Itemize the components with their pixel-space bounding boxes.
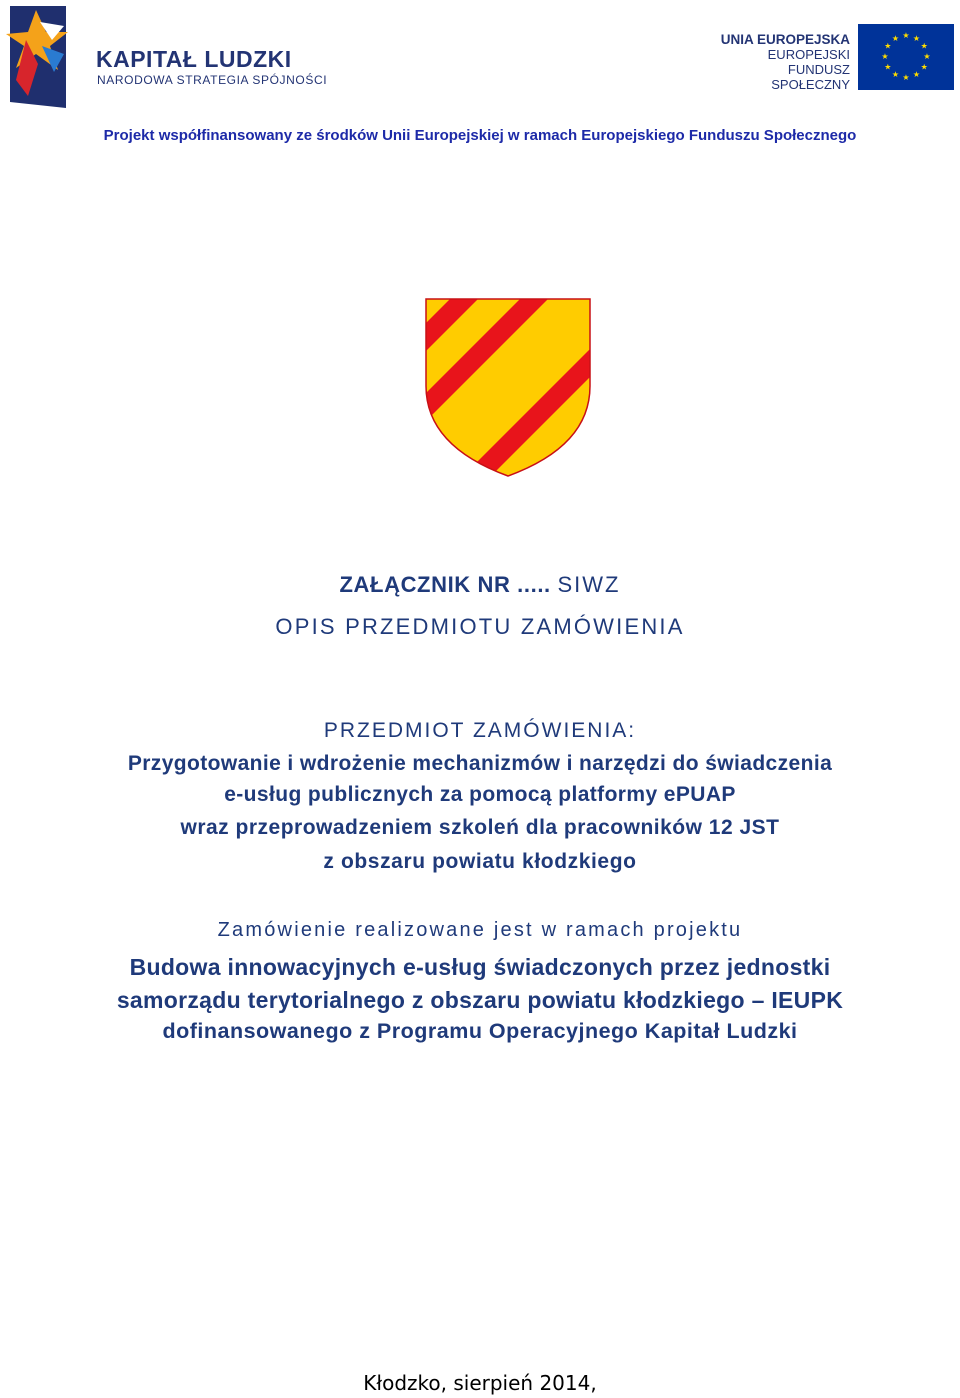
subject-line: z obszaru powiatu kłodzkiego (323, 850, 637, 873)
project-name-line: samorządu terytorialnego z obszaru powiatu kłodzkiego – IEUPK (116, 987, 844, 1013)
svg-text:★: ★ (884, 62, 892, 72)
project-funding-line: dofinansowanego z Programu Operacyjnego Kapitał Ludzki (162, 1019, 798, 1043)
kapital-ludzki-emblem-icon (6, 6, 70, 108)
eu-logo-text (708, 32, 850, 92)
svg-text:★: ★ (881, 52, 889, 61)
svg-text:★: ★ (884, 41, 892, 51)
svg-text:★: ★ (891, 33, 900, 43)
svg-text:★: ★ (920, 62, 928, 72)
svg-text:★: ★ (902, 73, 910, 82)
coat-of-arms-icon (423, 296, 593, 478)
eu-logo-line-2: EUROPEJSKI (767, 47, 850, 62)
svg-text:★: ★ (920, 41, 928, 51)
annex-number: ZAŁĄCZNIK NR ..... (339, 572, 558, 597)
project-intro: Zamówienie realizowane jest w ramach projektu (217, 919, 743, 941)
svg-text:★: ★ (923, 52, 931, 61)
subject-line: e-usług publicznych za pomocą platformy ePUAP (224, 783, 736, 806)
eu-logo-line-1: UNIA EUROPEJSKA (720, 32, 850, 47)
place-date: Kłodzko, sierpień 2014, (363, 1371, 597, 1395)
annex-title (0, 572, 960, 598)
eu-logo-line-3: FUNDUSZ SPOŁECZNY (771, 62, 850, 92)
annex-siwz: SIWZ (557, 572, 621, 597)
project-name-line: Budowa innowacyjnych e-usług świadczonych przez jednostki (129, 954, 831, 980)
svg-text:★: ★ (912, 70, 921, 80)
subject-heading: PRZEDMIOT ZAMÓWIENIA: (323, 719, 637, 742)
logo-name: KAPITAŁ LUDZKI (96, 46, 292, 72)
logo-subtitle: NARODOWA STRATEGIA SPÓJNOŚCI (97, 73, 328, 87)
eu-fund-logo (708, 24, 956, 94)
document-type: OPIS PRZEDMIOTU ZAMÓWIENIA (275, 614, 685, 639)
subject-line: wraz przeprowadzeniem szkoleń dla pracowników 12 JST (180, 816, 780, 839)
svg-text:★: ★ (912, 33, 921, 43)
kapital-ludzki-logo (6, 6, 336, 110)
cofinancing-note: Projekt współfinansowany ze środków Unii Europejskiej w ramach Europejskiego Funduszu Społecznego (103, 127, 857, 144)
svg-text:★: ★ (891, 70, 900, 80)
svg-text:★: ★ (902, 31, 910, 40)
eu-flag-icon (858, 24, 954, 90)
subject-line: Przygotowanie i wdrożenie mechanizmów i narzędzi do świadczenia (127, 752, 833, 775)
